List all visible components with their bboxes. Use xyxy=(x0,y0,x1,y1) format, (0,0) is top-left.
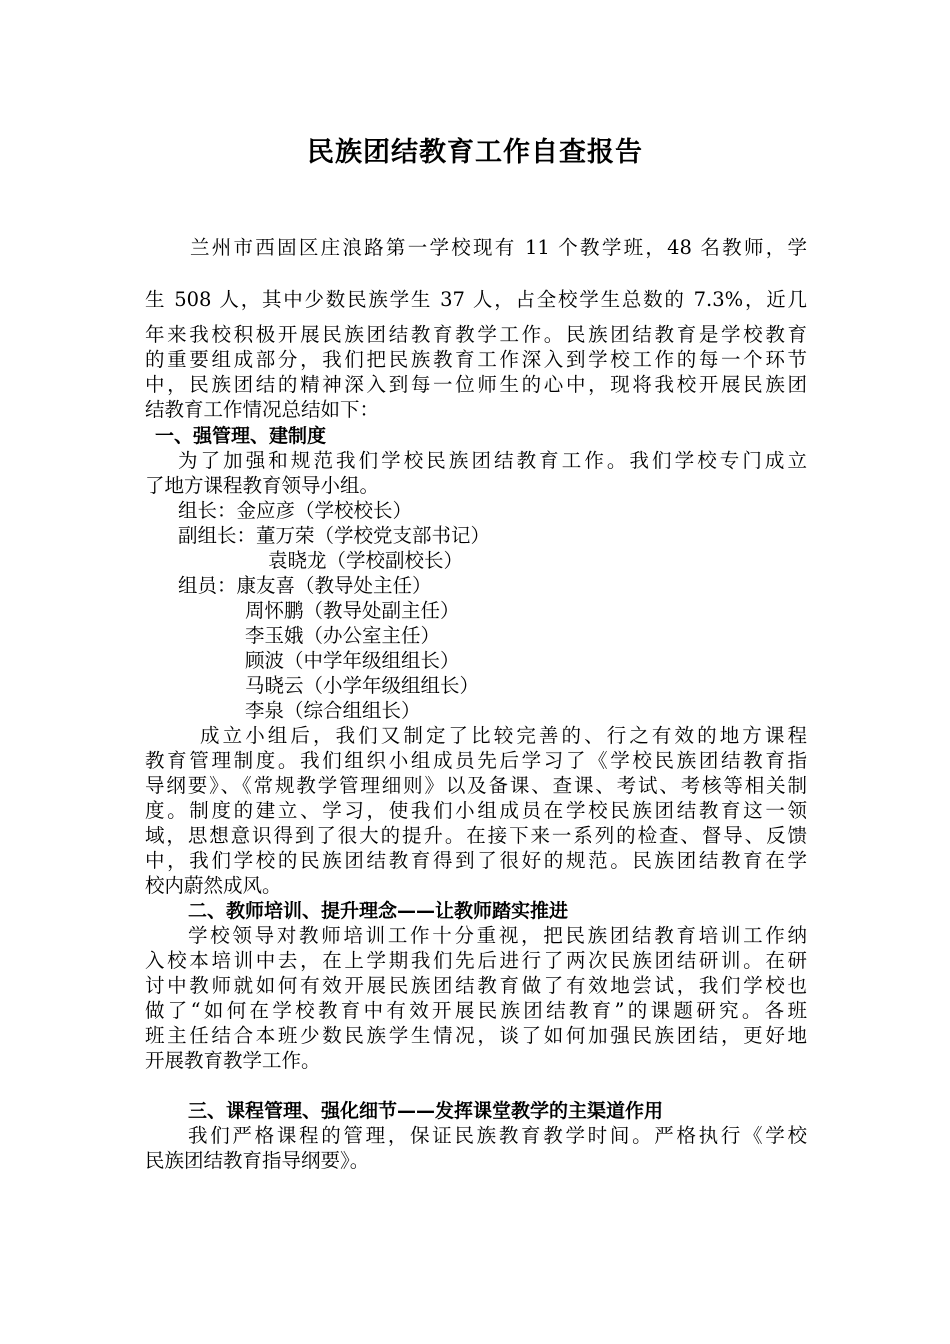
member-line: 顾波（中学年级组组长） xyxy=(245,649,460,672)
paragraph-line: 导纲要》、《常规教学管理细则》以及备课、查课、考试、考核等相关制 xyxy=(145,774,807,797)
member-line: 李玉娥（办公室主任） xyxy=(245,624,441,647)
paragraph-line: 民族团结教育指导纲要》。 xyxy=(145,1149,370,1172)
member-line: 周怀鹏（教导处副主任） xyxy=(245,599,460,622)
member-line: 李泉（综合组组长） xyxy=(245,699,421,722)
paragraph-line: 我们严格课程的管理，保证民族教育教学时间。严格执行《学校 xyxy=(188,1124,807,1147)
paragraph-line: 班主任结合本班少数民族学生情况，谈了如何加强民族团结，更好地 xyxy=(145,1024,807,1047)
paragraph-line: 了地方课程教育领导小组。 xyxy=(145,474,380,497)
member-line: 组长：金应彦（学校校长） xyxy=(178,499,413,522)
paragraph-line: 的重要组成部分，我们把民族教育工作深入到学校工作的每一个环节 xyxy=(145,348,807,371)
member-line: 组员：康友喜（教导处主任） xyxy=(178,574,432,597)
paragraph-line: 入校本培训中去，在上学期我们先后进行了两次民族团结研训。在研 xyxy=(145,949,807,972)
member-line: 马晓云（小学年级组组长） xyxy=(245,674,480,697)
paragraph-line: 中，民族团结的精神深入到每一位师生的心中，现将我校开展民族团 xyxy=(145,373,807,396)
paragraph-line: 学校领导对教师培训工作十分重视，把民族团结教育培训工作纳 xyxy=(188,924,807,947)
paragraph-line: 域，思想意识得到了很大的提升。在接下来一系列的检查、督导、反馈 xyxy=(145,824,807,847)
paragraph-line: 成立小组后，我们又制定了比较完善的、行之有效的地方课程 xyxy=(200,724,807,747)
paragraph-line: 结教育工作情况总结如下： xyxy=(145,398,380,421)
paragraph-line: 为了加强和规范我们学校民族团结教育工作。我们学校专门成立 xyxy=(178,449,807,472)
section-heading: 一、强管理、建制度 xyxy=(155,425,327,447)
section-heading: 二、教师培训、提升理念——让教师踏实推进 xyxy=(188,900,569,922)
document-title: 民族团结教育工作自查报告 xyxy=(307,137,643,168)
member-line: 袁晓龙（学校副校长） xyxy=(268,549,464,572)
section-heading: 三、课程管理、强化细节——发挥课堂教学的主渠道作用 xyxy=(188,1100,664,1122)
member-line: 副组长：董万荣（学校党支部书记） xyxy=(178,524,491,547)
paragraph-line: 讨中教师就如何有效开展民族团结教育做了有效地尝试，我们学校也 xyxy=(145,974,807,997)
paragraph-line: 兰州市西固区庄浪路第一学校现有 11 个教学班，48 名教师，学 xyxy=(190,236,807,259)
paragraph-line: 做了“如何在学校教育中有效开展民族团结教育”的课题研究。各班 xyxy=(145,999,807,1022)
paragraph-line: 生 508 人，其中少数民族学生 37 人，占全校学生总数的 7.3%，近几 xyxy=(145,288,807,311)
paragraph-line: 开展教育教学工作。 xyxy=(145,1049,321,1072)
paragraph-line: 年来我校积极开展民族团结教育教学工作。民族团结教育是学校教育 xyxy=(145,323,807,346)
paragraph-line: 校内蔚然成风。 xyxy=(145,874,282,897)
paragraph-line: 中，我们学校的民族团结教育得到了很好的规范。民族团结教育在学 xyxy=(145,849,807,872)
paragraph-line: 教育管理制度。我们组织小组成员先后学习了《学校民族团结教育指 xyxy=(145,749,807,772)
paragraph-line: 度。制度的建立、学习，使我们小组成员在学校民族团结教育这一领 xyxy=(145,799,807,822)
